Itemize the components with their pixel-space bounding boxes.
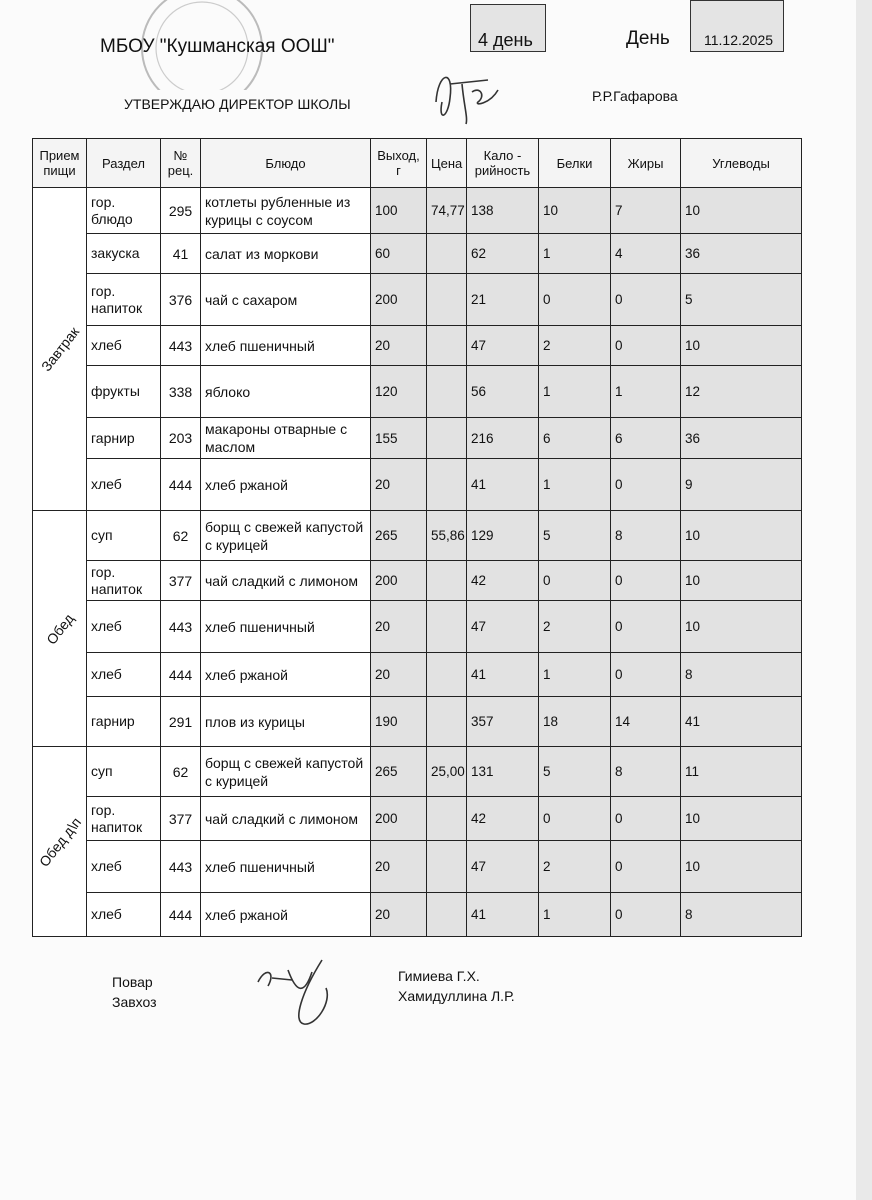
price-cell: 74,77 (427, 188, 467, 234)
footer-names (398, 966, 515, 1006)
out-cell: 20 (371, 841, 427, 893)
price-cell (427, 697, 467, 747)
cal-cell: 47 (467, 841, 539, 893)
fat-cell: 8 (611, 511, 681, 561)
carb-cell: 41 (681, 697, 802, 747)
fat-cell: 0 (611, 459, 681, 511)
out-cell: 200 (371, 274, 427, 326)
dish-name-cell: чай сладкий с лимоном (201, 561, 371, 601)
recipe-number-cell: 203 (161, 418, 201, 459)
carb-cell: 10 (681, 326, 802, 366)
fat-cell: 7 (611, 188, 681, 234)
out-cell: 20 (371, 459, 427, 511)
storekeeper-name: Хамидуллина Л.Р. (398, 988, 515, 1004)
recipe-number-cell: 62 (161, 511, 201, 561)
fat-cell: 8 (611, 747, 681, 797)
section-cell: гор. напиток (87, 797, 161, 841)
prot-cell: 6 (539, 418, 611, 459)
section-cell: хлеб (87, 841, 161, 893)
dish-name-cell: хлеб ржаной (201, 893, 371, 937)
meal-name: Завтрак (37, 323, 82, 375)
recipe-number-cell: 338 (161, 366, 201, 418)
section-cell: суп (87, 747, 161, 797)
table-row (33, 653, 802, 697)
recipe-number-cell: 443 (161, 841, 201, 893)
table-row (33, 234, 802, 274)
table-row (33, 697, 802, 747)
carb-cell: 10 (681, 511, 802, 561)
out-cell: 200 (371, 561, 427, 601)
cal-cell: 56 (467, 366, 539, 418)
price-cell (427, 366, 467, 418)
price-cell (427, 601, 467, 653)
fat-cell: 6 (611, 418, 681, 459)
table-row (33, 601, 802, 653)
prot-cell: 1 (539, 234, 611, 274)
fat-cell: 1 (611, 366, 681, 418)
recipe-number-cell: 444 (161, 459, 201, 511)
out-cell: 265 (371, 511, 427, 561)
price-cell (427, 459, 467, 511)
section-cell: хлеб (87, 326, 161, 366)
dish-name-cell: хлеб пшеничный (201, 601, 371, 653)
prot-cell: 1 (539, 893, 611, 937)
dish-name-cell: борщ с свежей капустой с курицей (201, 747, 371, 797)
menu-date: 11.12.2025 (704, 32, 774, 48)
price-cell (427, 893, 467, 937)
carb-cell: 10 (681, 601, 802, 653)
school-name: МБОУ "Кушманская ООШ" (100, 36, 335, 57)
fat-cell: 0 (611, 841, 681, 893)
cook-signature (252, 952, 352, 1032)
section-cell: гор. напиток (87, 561, 161, 601)
storekeeper-label: Завхоз (112, 994, 157, 1010)
section-cell: гарнир (87, 418, 161, 459)
recipe-number-cell: 291 (161, 697, 201, 747)
prot-cell: 2 (539, 601, 611, 653)
cal-cell: 138 (467, 188, 539, 234)
dish-name-cell: котлеты рубленные из курицы с соусом (201, 188, 371, 234)
prot-cell: 10 (539, 188, 611, 234)
section-cell: хлеб (87, 601, 161, 653)
prot-cell: 0 (539, 797, 611, 841)
day-label: День (626, 28, 670, 49)
out-cell: 265 (371, 747, 427, 797)
table-header-row (33, 139, 802, 188)
prot-cell: 1 (539, 459, 611, 511)
out-cell: 155 (371, 418, 427, 459)
cal-cell: 62 (467, 234, 539, 274)
dish-name-cell: хлеб ржаной (201, 459, 371, 511)
out-cell: 20 (371, 653, 427, 697)
cal-cell: 42 (467, 561, 539, 601)
price-cell: 25,00 (427, 747, 467, 797)
price-cell: 55,86 (427, 511, 467, 561)
table-row (33, 511, 802, 561)
scan-edge (856, 0, 872, 1200)
carb-cell: 10 (681, 188, 802, 234)
out-cell: 20 (371, 326, 427, 366)
section-cell: хлеб (87, 653, 161, 697)
column-header-recipe: № рец. (161, 139, 201, 188)
prot-cell: 1 (539, 366, 611, 418)
price-cell (427, 418, 467, 459)
out-cell: 200 (371, 797, 427, 841)
meal-name: Обед (42, 610, 77, 647)
price-cell (427, 274, 467, 326)
director-name: Р.Р.Гафарова (592, 88, 678, 104)
out-cell: 190 (371, 697, 427, 747)
menu-table-body (33, 188, 802, 937)
dish-name-cell: хлеб ржаной (201, 653, 371, 697)
table-row (33, 366, 802, 418)
recipe-number-cell: 376 (161, 274, 201, 326)
prot-cell: 1 (539, 653, 611, 697)
dish-name-cell: чай сладкий с лимоном (201, 797, 371, 841)
recipe-number-cell: 377 (161, 561, 201, 601)
column-header-calories: Кало - рийность (467, 139, 539, 188)
section-cell: закуска (87, 234, 161, 274)
fat-cell: 4 (611, 234, 681, 274)
menu-table (32, 138, 802, 937)
table-row (33, 188, 802, 234)
prot-cell: 5 (539, 511, 611, 561)
carb-cell: 11 (681, 747, 802, 797)
prot-cell: 18 (539, 697, 611, 747)
cal-cell: 131 (467, 747, 539, 797)
column-header-price: Цена (427, 139, 467, 188)
dish-name-cell: плов из курицы (201, 697, 371, 747)
cal-cell: 357 (467, 697, 539, 747)
prot-cell: 2 (539, 841, 611, 893)
table-row (33, 797, 802, 841)
carb-cell: 36 (681, 418, 802, 459)
carb-cell: 8 (681, 893, 802, 937)
out-cell: 20 (371, 893, 427, 937)
table-row (33, 418, 802, 459)
column-header-protein: Белки (539, 139, 611, 188)
meal-cell (33, 747, 87, 937)
price-cell (427, 326, 467, 366)
section-cell: гарнир (87, 697, 161, 747)
carb-cell: 8 (681, 653, 802, 697)
recipe-number-cell: 377 (161, 797, 201, 841)
recipe-number-cell: 443 (161, 326, 201, 366)
fat-cell: 14 (611, 697, 681, 747)
cook-label: Повар (112, 974, 153, 990)
meal-cell (33, 188, 87, 511)
column-header-output: Выход, г (371, 139, 427, 188)
fat-cell: 0 (611, 561, 681, 601)
dish-name-cell: хлеб пшеничный (201, 326, 371, 366)
cook-name: Гимиева Г.Х. (398, 968, 480, 984)
section-cell: гор. напиток (87, 274, 161, 326)
director-signature (428, 62, 508, 132)
column-header-carbs: Углеводы (681, 139, 802, 188)
section-cell: фрукты (87, 366, 161, 418)
column-header-meal: Прием пищи (33, 139, 87, 188)
footer-roles (112, 972, 157, 1012)
cal-cell: 42 (467, 797, 539, 841)
out-cell: 20 (371, 601, 427, 653)
prot-cell: 5 (539, 747, 611, 797)
column-header-dish: Блюдо (201, 139, 371, 188)
prot-cell: 0 (539, 274, 611, 326)
section-cell: хлеб (87, 893, 161, 937)
table-row (33, 326, 802, 366)
carb-cell: 12 (681, 366, 802, 418)
price-cell (427, 653, 467, 697)
recipe-number-cell: 443 (161, 601, 201, 653)
section-cell: суп (87, 511, 161, 561)
fat-cell: 0 (611, 601, 681, 653)
cal-cell: 41 (467, 893, 539, 937)
cal-cell: 47 (467, 601, 539, 653)
table-row (33, 841, 802, 893)
cal-cell: 216 (467, 418, 539, 459)
carb-cell: 9 (681, 459, 802, 511)
table-row (33, 459, 802, 511)
price-cell (427, 841, 467, 893)
fat-cell: 0 (611, 797, 681, 841)
dish-name-cell: салат из моркови (201, 234, 371, 274)
section-cell: гор. блюдо (87, 188, 161, 234)
prot-cell: 0 (539, 561, 611, 601)
price-cell (427, 234, 467, 274)
table-row (33, 747, 802, 797)
dish-name-cell: чай с сахаром (201, 274, 371, 326)
section-cell: хлеб (87, 459, 161, 511)
recipe-number-cell: 62 (161, 747, 201, 797)
table-row (33, 274, 802, 326)
recipe-number-cell: 444 (161, 893, 201, 937)
price-cell (427, 561, 467, 601)
carb-cell: 5 (681, 274, 802, 326)
carb-cell: 10 (681, 561, 802, 601)
cal-cell: 21 (467, 274, 539, 326)
out-cell: 100 (371, 188, 427, 234)
recipe-number-cell: 444 (161, 653, 201, 697)
out-cell: 60 (371, 234, 427, 274)
cal-cell: 41 (467, 459, 539, 511)
carb-cell: 10 (681, 841, 802, 893)
dish-name-cell: макароны отварные с маслом (201, 418, 371, 459)
cal-cell: 47 (467, 326, 539, 366)
cal-cell: 129 (467, 511, 539, 561)
approve-caption: УТВЕРЖДАЮ ДИРЕКТОР ШКОЛЫ (124, 96, 351, 112)
fat-cell: 0 (611, 274, 681, 326)
out-cell: 120 (371, 366, 427, 418)
day-number: 4 день (478, 30, 533, 50)
dish-name-cell: яблоко (201, 366, 371, 418)
recipe-number-cell: 41 (161, 234, 201, 274)
table-row (33, 893, 802, 937)
price-cell (427, 797, 467, 841)
column-header-fat: Жиры (611, 139, 681, 188)
fat-cell: 0 (611, 653, 681, 697)
fat-cell: 0 (611, 893, 681, 937)
dish-name-cell: хлеб пшеничный (201, 841, 371, 893)
cal-cell: 41 (467, 653, 539, 697)
meal-name: Обед д\п (35, 813, 84, 870)
meal-cell (33, 511, 87, 747)
prot-cell: 2 (539, 326, 611, 366)
fat-cell: 0 (611, 326, 681, 366)
column-header-section: Раздел (87, 139, 161, 188)
table-row (33, 561, 802, 601)
recipe-number-cell: 295 (161, 188, 201, 234)
carb-cell: 10 (681, 797, 802, 841)
carb-cell: 36 (681, 234, 802, 274)
dish-name-cell: борщ с свежей капустой с курицей (201, 511, 371, 561)
